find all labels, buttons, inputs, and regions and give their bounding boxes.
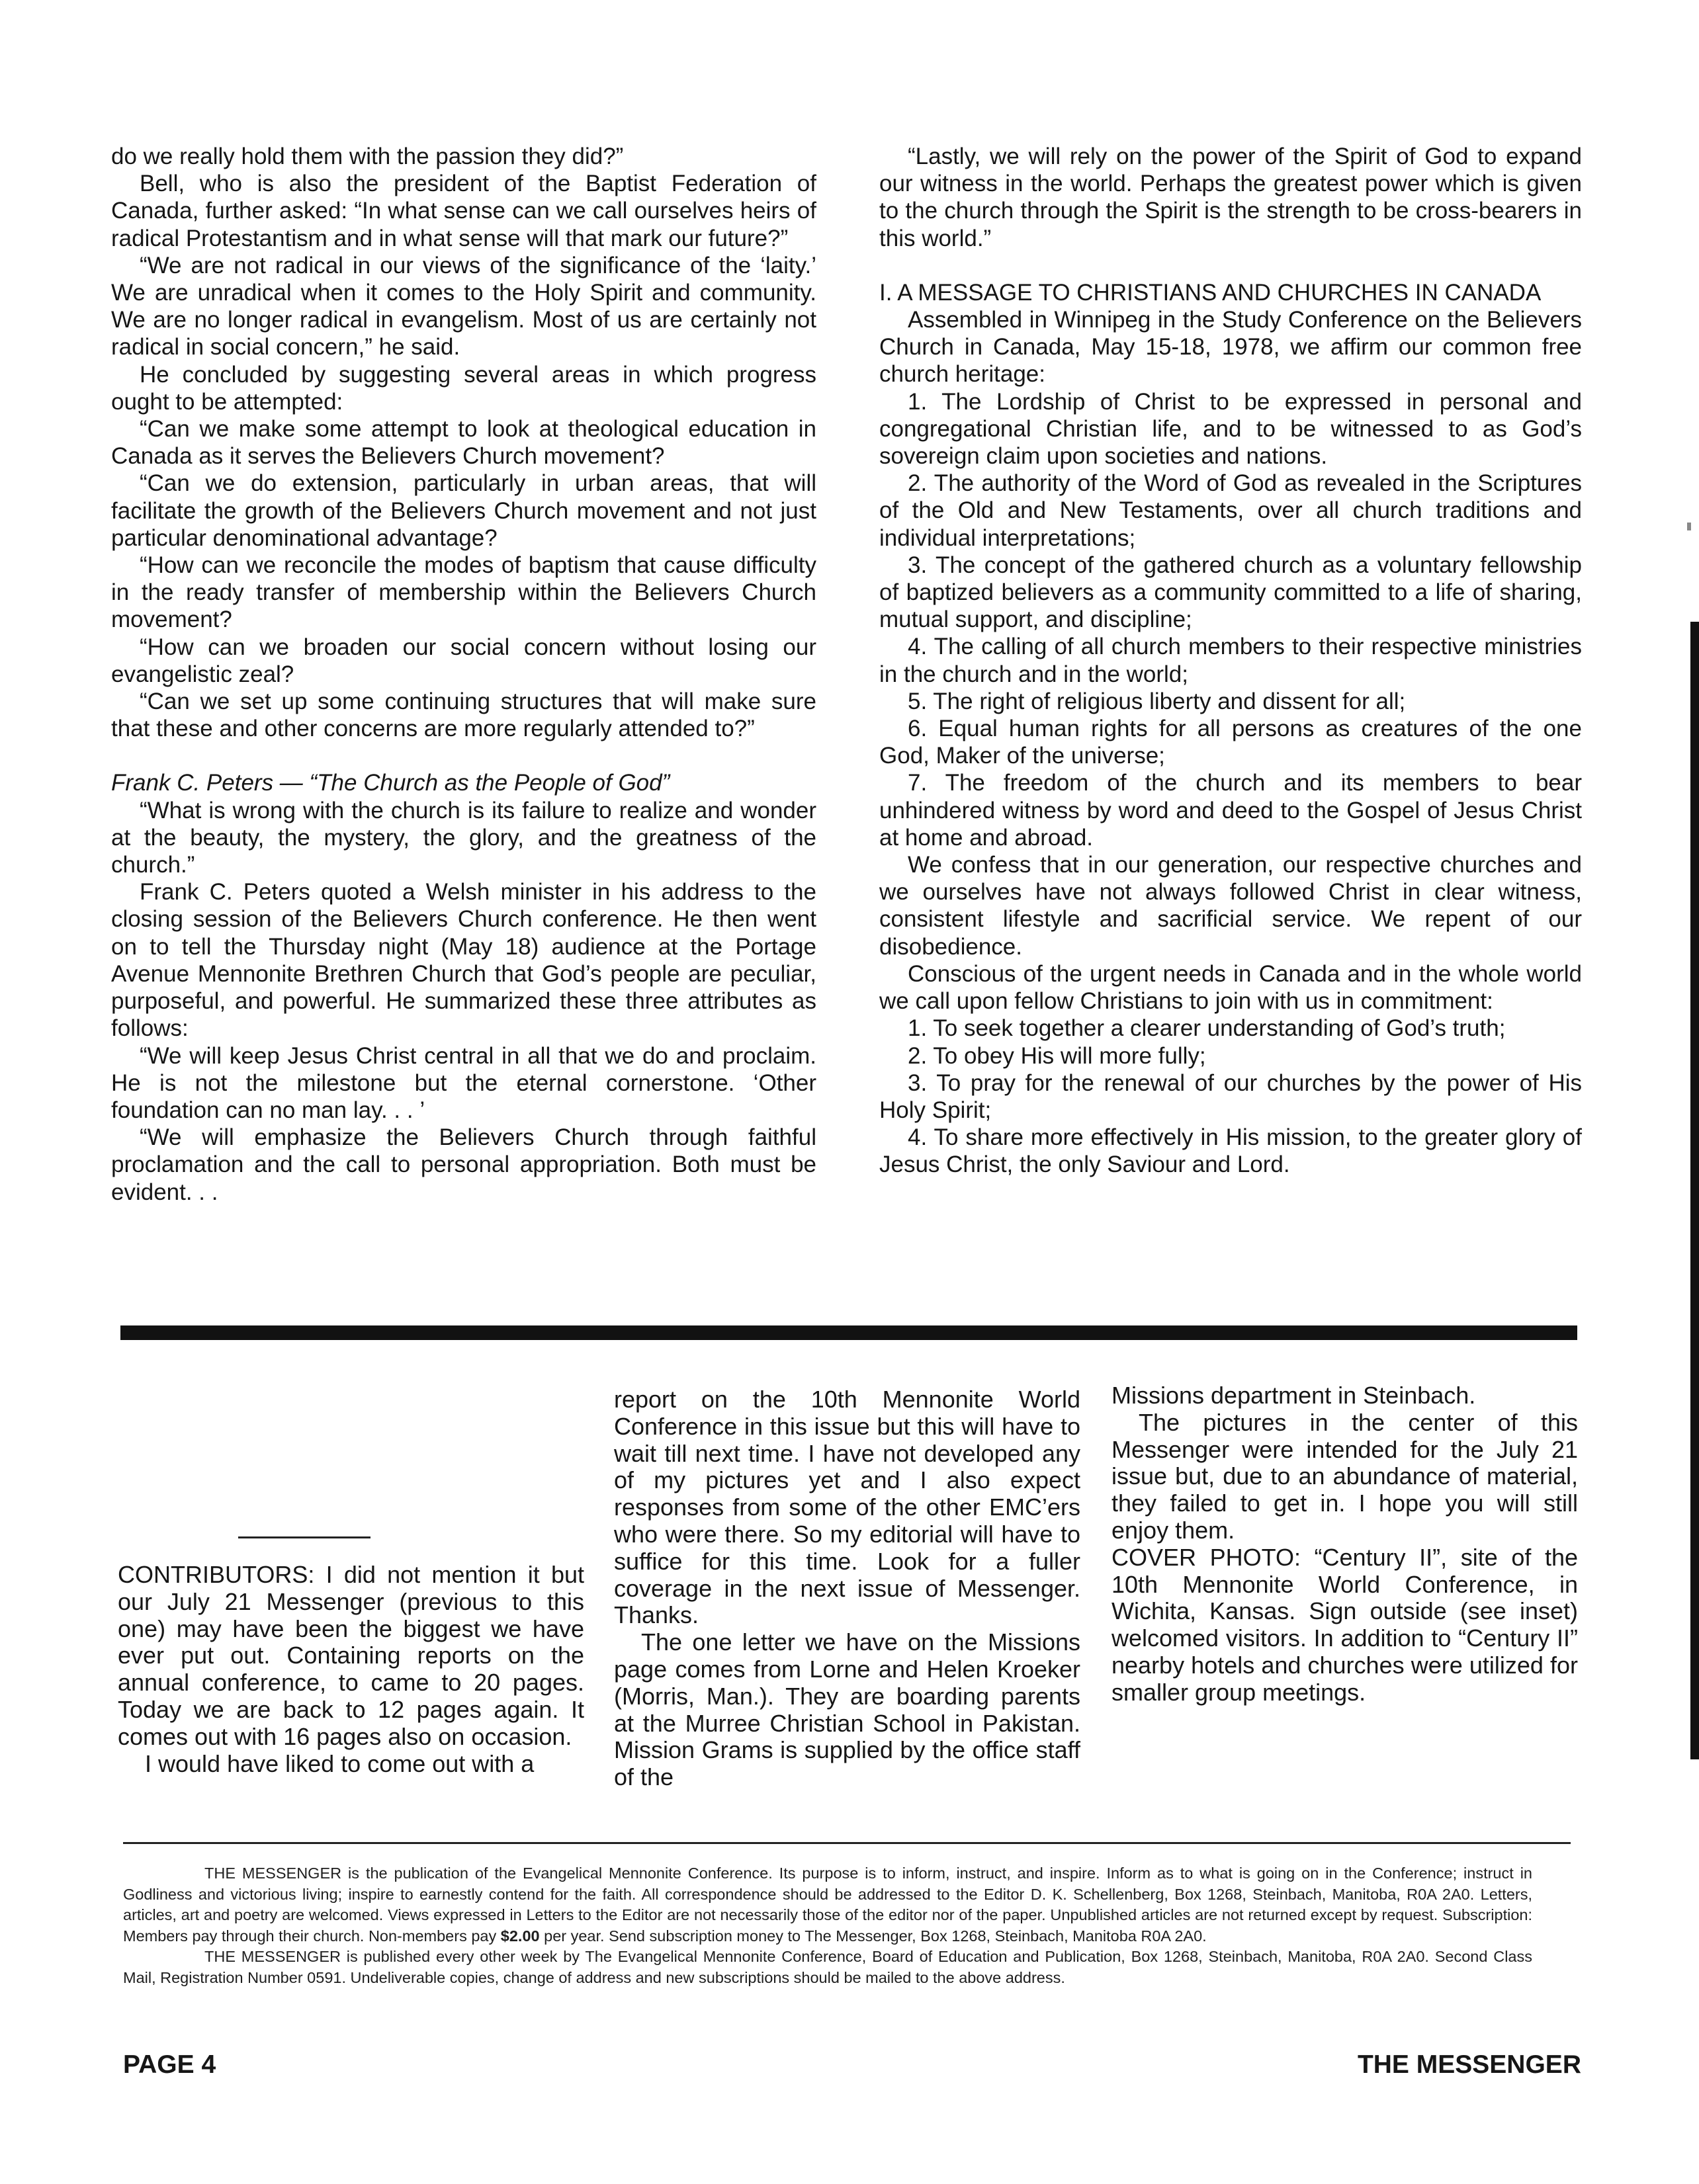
- paragraph: Frank C. Peters quoted a Welsh minister in his address to the closing session of the Believers Church conference. He then went on to tell the Thursday night (May 18) audience at the Portage Avenue Mennonite Brethren Church that God’s people are peculiar, purposeful, and powerful. He summarized these three attributes as follows:: [111, 879, 816, 1042]
- article-left-column: [111, 143, 816, 1206]
- paragraph: CONTRIBUTORS: I did not mention it but our July 21 Messenger (previous to this one) may have been the biggest we have ever put out. Containing reports on the annual conference, to came to 20 pages. Today we are back to 12 pages again. It comes out with 16 pages also on occasion.: [118, 1561, 584, 1750]
- editorial-column-3: [1111, 1382, 1578, 1706]
- paragraph: He concluded by suggesting several areas in which progress ought to be attempted:: [111, 361, 816, 415]
- paragraph: Bell, who is also the president of the Baptist Federation of Canada, further asked: “In what sense can we call ourselves heirs of radical Protestantism and in what sense will that mark our future?”: [111, 171, 816, 251]
- paragraph: 5. The right of religious liberty and dissent for all;: [908, 688, 1406, 714]
- paragraph: “How can we reconcile the modes of baptism that cause difficulty in the ready transfer of membership within the Believers Church movement?: [111, 552, 816, 633]
- paragraph: “We will emphasize the Believers Church through faithful proclamation and the call to personal appropriation. Both must be evident. . .: [111, 1124, 816, 1205]
- paragraph: I would have liked to come out with a: [145, 1749, 535, 1777]
- publication-name: THE MESSENGER: [1357, 2050, 1581, 2079]
- masthead-divider: [123, 1842, 1571, 1844]
- article-right-column: [879, 143, 1582, 1179]
- paragraph: 2. To obey His will more fully;: [908, 1042, 1206, 1069]
- paragraph: 1. To seek together a clearer understanding of God’s truth;: [908, 1015, 1506, 1042]
- paragraph: The one letter we have on the Missions page comes from Lorne and Helen Kroeker (Morris, Man.). They are boarding parents at the Murree Christian School in Pakistan. Mission Grams is supplied by the office staff of the: [614, 1628, 1080, 1791]
- paragraph-spacer: [879, 252, 1582, 279]
- paragraph: 3. The concept of the gathered church as a voluntary fellowship of baptized believers as a community committed to a life of sharing, mutual support, and discipline;: [879, 552, 1582, 633]
- paragraph-spacer: [111, 742, 816, 769]
- subscription-price: $2.00: [500, 1927, 540, 1945]
- page-number: PAGE 4: [123, 2050, 216, 2079]
- paragraph: 4. The calling of all church members to their respective ministries in the church and in the world;: [879, 634, 1582, 687]
- paragraph: “We are not radical in our views of the significance of the ‘laity.’ We are unradical when it comes to the Holy Spirit and community. We are no longer radical in evangelism. Most of us are certainly not radical in social concern,” he said.: [111, 252, 816, 360]
- section-divider: [120, 1325, 1577, 1340]
- section-heading: I. A MESSAGE TO CHRISTIANS AND CHURCHES IN CANADA: [879, 279, 1542, 306]
- paragraph: Assembled in Winnipeg in the Study Conference on the Believers Church in Canada, May 15-18, 1978, we affirm our common free church heritage:: [879, 307, 1582, 388]
- paragraph: 1. The Lordship of Christ to be expressed in personal and congregational Christian life, and to be witnessed to as God’s sovereign claim upon societies and nations.: [879, 388, 1582, 470]
- paragraph: 2. The authority of the Word of God as revealed in the Scriptures of the Old and New Testaments, over all church traditions and individual interpretations;: [879, 470, 1582, 551]
- paragraph: We confess that in our generation, our respective churches and we ourselves have not always followed Christ in clear witness, consistent lifestyle and sacrificial service. We repent of our disobedience.: [879, 852, 1582, 960]
- paragraph: “Lastly, we will rely on the power of the Spirit of God to expand our witness in the world. Perhaps the greatest power which is given to the church through the Spirit is the strength to be cross-bearers in this world.”: [879, 144, 1582, 251]
- paragraph: Conscious of the urgent needs in Canada and in the whole world we call upon fellow Christians to join with us in commitment:: [879, 960, 1582, 1015]
- paragraph: “We will keep Jesus Christ central in all that we do and proclaim. He is not the milestone but the eternal cornerstone. ‘Other foundation can no man lay. . . ’: [111, 1042, 816, 1123]
- paragraph: “Can we make some attempt to look at theological education in Canada as it serves the Believers Church movement?: [111, 416, 816, 470]
- paragraph: report on the 10th Mennonite World Conference in this issue but this will have to wait till next time. I have not developed any of my pictures yet and I also expect responses from some of the other EMC’ers who were there. So my editorial will have to suffice for this time. Look for a fuller coverage in the next issue of Messenger. Thanks.: [614, 1386, 1080, 1629]
- paragraph: do we really hold them with the passion they did?”: [111, 144, 624, 169]
- masthead-notice: [123, 1863, 1532, 1988]
- paragraph: The pictures in the center of this Messenger were intended for the July 21 issue but, due to an abundance of material, they failed to get in. I hope you will still enjoy them.: [1111, 1408, 1578, 1544]
- paragraph: 7. The freedom of the church and its members to bear unhindered witness by word and deed to the Gospel of Jesus Christ at home and abroad.: [879, 770, 1582, 851]
- paragraph: 4. To share more effectively in His mission, to the greater glory of Jesus Christ, the only Saviour and Lord.: [879, 1124, 1582, 1178]
- short-divider: [238, 1536, 370, 1538]
- masthead-paragraph-2: THE MESSENGER is published every other week by The Evangelical Mennonite Conference, Board of Education and Publication, Box 1268, Steinbach, Manitoba, R0A 2A0. Second Class Mail, Registration Number 0591. Undeliverable copies, change of address and new subscriptions should be mailed to the above address.: [123, 1948, 1532, 1986]
- paragraph: “Can we set up some continuing structures that will make sure that these and other concerns are more regularly attended to?”: [111, 689, 816, 742]
- paragraph: Missions department in Steinbach.: [1111, 1382, 1476, 1409]
- paragraph: “How can we broaden our social concern without losing our evangelistic zeal?: [111, 634, 816, 687]
- scan-edge-speck: [1687, 523, 1691, 530]
- paragraph: “Can we do extension, particularly in urban areas, that will facilitate the growth of the Believers Church movement and not just particular denominational advantage?: [111, 470, 816, 551]
- paragraph: “What is wrong with the church is its failure to realize and wonder at the beauty, the mystery, the glory, and the greatness of the church.”: [111, 797, 816, 878]
- section-heading: Frank C. Peters — “The Church as the People of God”: [111, 770, 670, 796]
- paragraph: 3. To pray for the renewal of our churches by the power of His Holy Spirit;: [879, 1070, 1582, 1123]
- masthead-paragraph-1: THE MESSENGER is the publication of the Evangelical Mennonite Conference. Its purpose is to inform, instruct, and inspire. Inform as to what is going on in the Conference; instruct in Godliness and victorious living; inspire to earnestly contend for the faith. All correspondence should be addressed to the Editor D. K. Schellenberg, Box 1268, Steinbach, Manitoba, R0A 2A0. Letters, articles, art and poetry are welcomed. Views expressed in Letters to the Editor are not necessarily those of the editor nor of the paper. Unpublished articles are not returned except by request. Subscription: Members pay through their church. Non-members pay $2.00 per year. Send subscription money to The Messenger, Box 1268, Steinbach, Manitoba R0A 2A0.: [123, 1865, 1532, 1945]
- editorial-column-2: [614, 1386, 1080, 1791]
- paragraph: COVER PHOTO: “Century II”, site of the 10th Mennonite World Conference, in Wichita, Kansas. Sign outside (see inset) welcomed visitors. In addition to “Century II” nearby hotels and churches were utilized for smaller group meetings.: [1111, 1543, 1578, 1706]
- scan-edge-mark: [1690, 622, 1699, 1759]
- paragraph: 6. Equal human rights for all persons as creatures of the one God, Maker of the universe;: [879, 716, 1582, 769]
- editorial-column-1: [118, 1562, 584, 1777]
